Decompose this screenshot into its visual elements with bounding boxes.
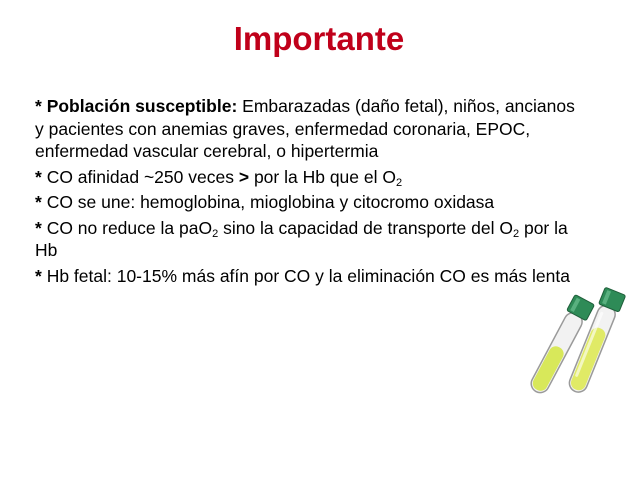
bullet-list [35, 95, 575, 290]
bullet-item-co-affinity: * CO afinidad ~250 veces > por la Hb que el $O_2$ [35, 166, 403, 189]
bullet-item-co-binds: * CO se une: hemoglobina, mioglobina y citocromo oxidasa [35, 192, 495, 212]
bullet-item-fetal-hb: * Hb fetal: 10-15% más afín por CO y la eliminación CO es más lenta [35, 265, 570, 286]
test-tubes-icon [520, 285, 635, 405]
bullet-item-susceptible-population: * Población susceptible: Embarazadas (daño fetal), niños, ancianos y pacientes con anemias graves, enfermedad coronaria, EPOC, enfermedad vascular cerebral, o hipertermia [35, 96, 575, 161]
bullet-item-co-pao2: * CO no reduce la paO$_2$ sino la capacidad de transporte del $O_2$ por la Hb [35, 217, 568, 260]
bullet-label: Población susceptible: [46, 96, 238, 116]
slide-title: Importante [233, 20, 405, 57]
